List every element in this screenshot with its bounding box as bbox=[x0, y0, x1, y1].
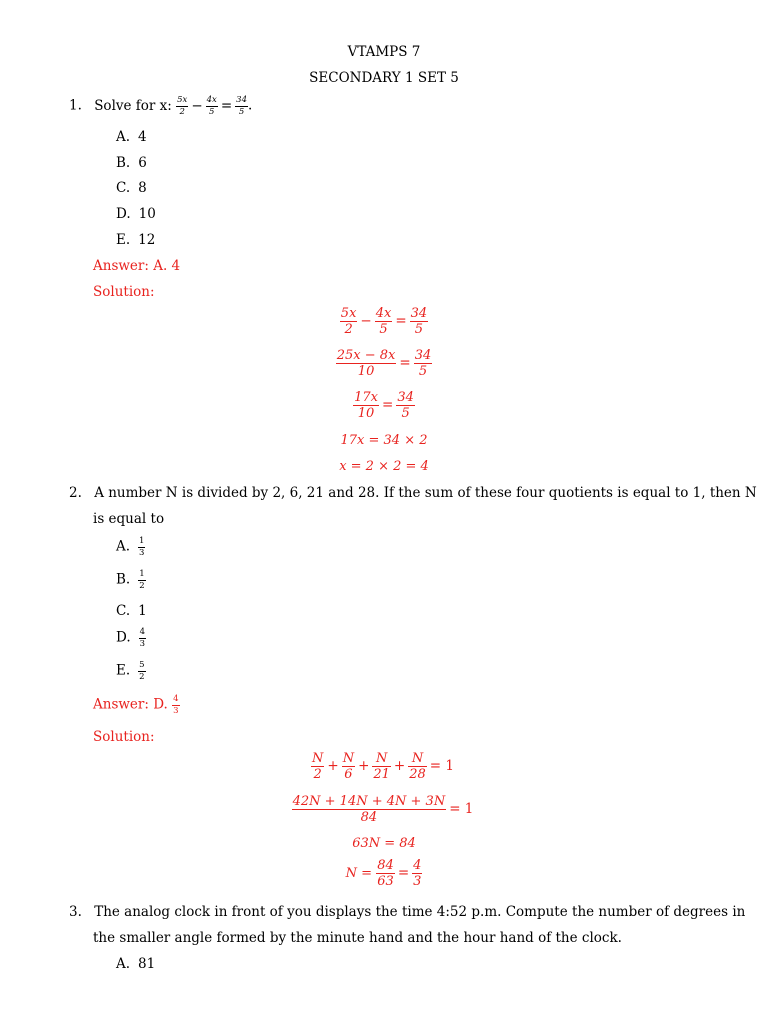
option-c: C. 8 bbox=[116, 180, 147, 196]
option-c: C. 1 bbox=[116, 603, 147, 619]
option-d: D. $\frac{4}{3}$ bbox=[116, 627, 146, 649]
option-d: D. 10 bbox=[116, 206, 156, 222]
question-1: 1. Solve for x: $\frac{5x}{2}$ − $\frac{4x}{5}$ = $\frac{34}{5}$ . bbox=[69, 95, 253, 117]
question-2-continued: is equal to bbox=[93, 511, 165, 527]
solution-1-line-5: x = 2 × 2 = 4 bbox=[339, 459, 429, 474]
question-prompt: Solve for x: bbox=[94, 97, 172, 114]
answer-1: Answer: A. 4 bbox=[93, 258, 181, 274]
document-subtitle: SECONDARY 1 SET 5 bbox=[309, 70, 459, 86]
question-text: The analog clock in front of you displays the time 4:52 p.m. Compute the number of degrees in bbox=[94, 904, 746, 920]
solution-1-line-4: 17x = 34 × 2 bbox=[340, 433, 428, 448]
solution-2-line-3: 63N = 84 bbox=[352, 836, 416, 851]
fraction: $\frac{4x}{5}$ bbox=[206, 95, 217, 117]
option-b: B. 6 bbox=[116, 155, 147, 171]
option-e: E. 12 bbox=[116, 232, 156, 248]
option-a: A. 81 bbox=[116, 956, 156, 972]
question-number: 1. bbox=[69, 97, 82, 114]
solution-1-line-3: $\frac{17x}{10}$ = $\frac{34}{5}$ bbox=[354, 390, 414, 421]
solution-1-line-2: $\frac{25x - 8x}{10}$ = $\frac{34}{5}$ bbox=[336, 348, 432, 379]
question-number: 3. bbox=[69, 904, 82, 920]
solution-label-1: Solution: bbox=[93, 284, 155, 300]
question-3 bbox=[69, 904, 745, 920]
solution-1-line-1: $\frac{5x}{2}$ − $\frac{4x}{5}$ = $\frac{34}{5}$ bbox=[340, 306, 428, 337]
solution-2-line-1: $\frac{N}{2}$ + $\frac{N}{6}$ + $\frac{N}{21}$ + $\frac{N}{28}$ = 1 bbox=[312, 751, 454, 782]
answer-2: Answer: D. $\frac{4}{3}$ bbox=[93, 694, 179, 716]
solution-label-2: Solution: bbox=[93, 729, 155, 745]
solution-2-line-2: $\frac{42N + 14N + 4N + 3N}{84}$ = 1 bbox=[292, 794, 474, 825]
question-2 bbox=[69, 485, 757, 501]
solution-2-line-4: N = $\frac{84}{63}$ = $\frac{4}{3}$ bbox=[345, 858, 422, 889]
fraction: $\frac{34}{5}$ bbox=[236, 95, 247, 117]
option-b: B. $\frac{1}{2}$ bbox=[116, 569, 145, 591]
document-title: VTAMPS 7 bbox=[347, 44, 421, 60]
question-number: 2. bbox=[69, 485, 82, 501]
option-a: A. 4 bbox=[116, 129, 147, 145]
question-text: A number N is divided by 2, 6, 21 and 28. If the sum of these four quotients is equal to 1, then N bbox=[94, 485, 757, 501]
option-a: A. $\frac{1}{3}$ bbox=[116, 536, 145, 558]
question-3-continued: the smaller angle formed by the minute hand and the hour hand of the clock. bbox=[93, 930, 622, 946]
option-e: E. $\frac{5}{2}$ bbox=[116, 660, 145, 682]
fraction: $\frac{5x}{2}$ bbox=[177, 95, 188, 117]
